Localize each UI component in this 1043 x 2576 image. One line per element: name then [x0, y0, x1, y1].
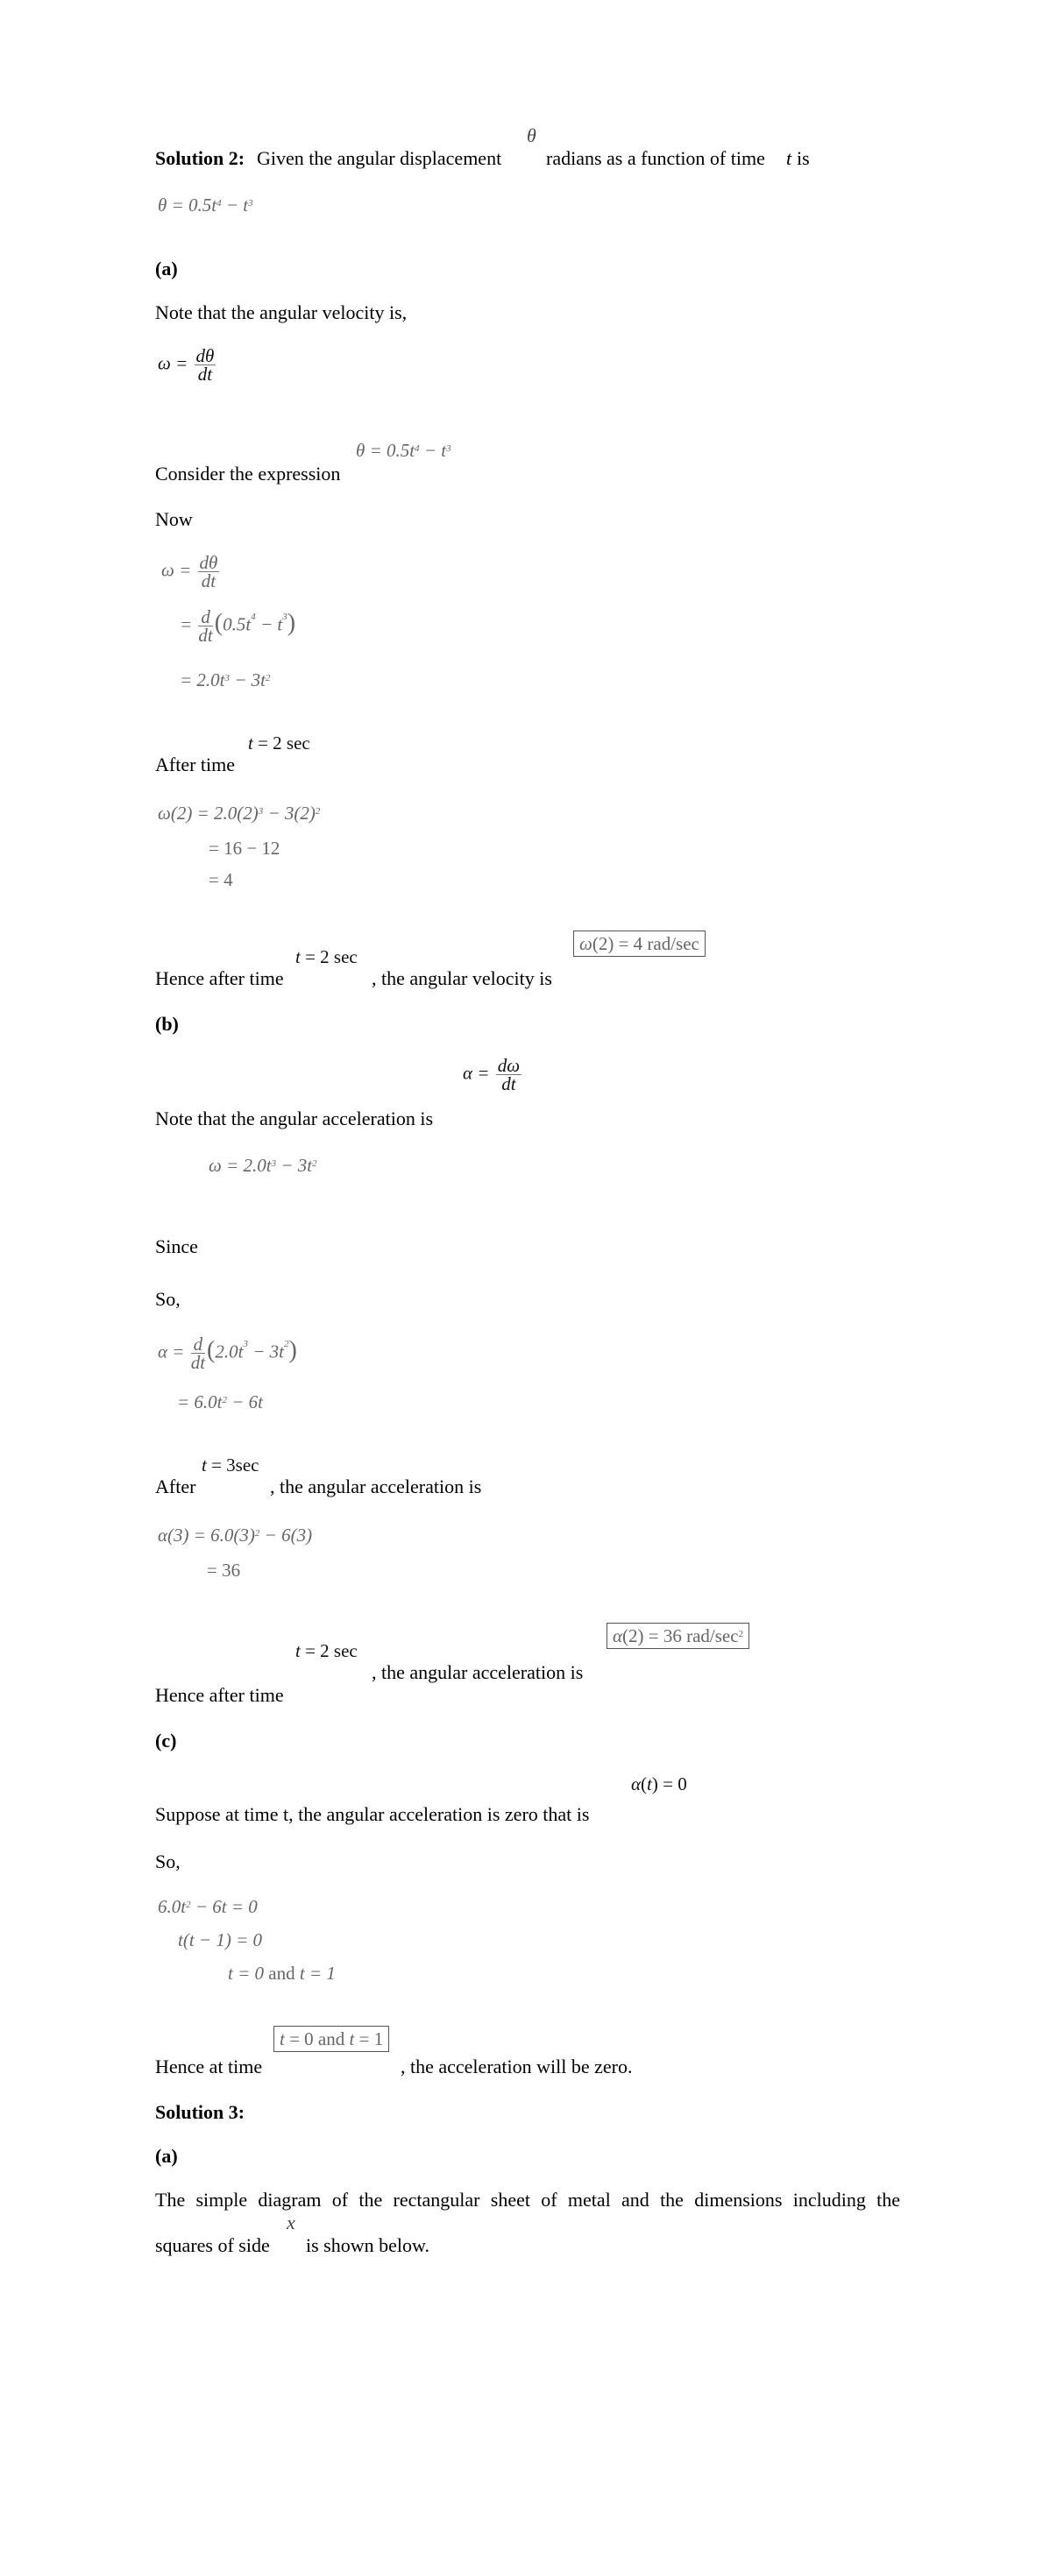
- part-c-label: (c): [155, 1730, 177, 1752]
- solution-3-part-a: (a): [155, 2145, 178, 2167]
- after-text-b: After: [155, 1476, 196, 1497]
- hence-accel-mid: , the angular acceleration is: [372, 1661, 584, 1683]
- solution-3-paragraph-after: is shown below.: [306, 2234, 429, 2256]
- since-text: Since: [155, 1235, 198, 1257]
- intro-t-symbol: t: [786, 147, 792, 169]
- intro-text-before: Given the angular displacement: [257, 147, 502, 169]
- so-text-c: So,: [155, 1851, 181, 1872]
- hence-accel-time: t = 2 sec: [295, 1640, 358, 1661]
- after-accel-text: , the angular acceleration is: [270, 1476, 482, 1497]
- intro-text-end: is: [797, 147, 810, 169]
- intro-text-after: radians as a function of time: [546, 147, 765, 169]
- alpha-zero-equation: α(t) = 0: [631, 1773, 687, 1794]
- hence-velocity-mid: , the angular velocity is: [372, 967, 552, 989]
- solution-3-label: Solution 3:: [155, 2101, 245, 2123]
- velocity-result-box: ω(2) = 4 rad/sec: [573, 931, 706, 957]
- alpha-definition: α = $\frac{d\omega}{dt}$: [463, 1055, 521, 1094]
- consider-text: Consider the expression: [155, 463, 341, 485]
- part-b-label: (b): [155, 1013, 179, 1035]
- accel-result-box: α(2) = 36 rad/$\sec^2$: [607, 1623, 749, 1649]
- alpha-eval-line2: = 36: [207, 1560, 241, 1581]
- theta-symbol: θ: [527, 124, 536, 146]
- x-symbol: x: [287, 2212, 295, 2233]
- hence-velocity-text: Hence after time: [155, 967, 284, 989]
- alpha-derivation-line2: = $6.0t^2 - 6t$: [177, 1391, 264, 1412]
- alpha-derivation-line1: α = $\frac{d}{dt}$ $(2.0t^3 - 3t^2)$: [158, 1334, 297, 1373]
- omega-eval-line3: = 4: [209, 869, 233, 890]
- zero-line2: t(t − 1) = 0: [178, 1929, 262, 1950]
- zero-result-box: t = 0 and t = 1: [273, 2026, 389, 2052]
- now-text: Now: [155, 508, 193, 530]
- theta-equation: $\theta = 0.5t^4 - t^3$: [158, 195, 253, 216]
- omega-definition: ω = $\frac{d\theta}{dt}$: [158, 345, 215, 385]
- velocity-note: Note that the angular velocity is,: [155, 301, 408, 323]
- omega-eval-line2: = 16 − 12: [209, 838, 280, 859]
- omega-derivation-line1: ω = $\frac{d\theta}{dt}$: [161, 552, 218, 591]
- after-time-text: After time: [155, 754, 236, 775]
- zero-line1: $6.0t^2 - 6t = 0$: [158, 1896, 258, 1917]
- after-time-value: t = 2 sec: [248, 732, 310, 754]
- hence-velocity-time: t = 2 sec: [295, 946, 358, 967]
- after-time-b: t = 3sec: [202, 1454, 259, 1476]
- omega-derivation-line3: = $2.0t^3 - 3t^2$: [180, 669, 271, 690]
- solution-3-paragraph-line1: The simple diagram of the rectangular sheet of metal and the dimensions including the: [155, 2189, 900, 2211]
- hence-zero-text: Hence at time: [155, 2056, 263, 2077]
- so-text-b: So,: [155, 1288, 181, 1310]
- solution-2-label: Solution 2:: [155, 147, 245, 169]
- solution-3-paragraph-before: squares of side: [155, 2234, 270, 2256]
- accel-note: Note that the angular acceleration is: [155, 1108, 434, 1129]
- omega-derivation-line2: = $\frac{d}{dt}$ $(0.5t^4 - t^3)$: [180, 606, 296, 646]
- omega-equation-b: $\omega = 2.0t^3 - 3t^2$: [209, 1155, 317, 1176]
- suppose-text: Suppose at time t, the angular acceleration is zero that is: [155, 1803, 590, 1825]
- hence-accel-text: Hence after time: [155, 1684, 284, 1706]
- omega-eval-line1: $\omega(2) = 2.0(2)^3 - 3(2)^2$: [158, 803, 321, 824]
- zero-line3: t = 0 and t = 1: [228, 1963, 336, 1984]
- consider-equation: $\theta = 0.5t^4 - t^3$: [356, 440, 451, 461]
- part-a-label: (a): [155, 258, 178, 280]
- alpha-eval-line1: $\alpha(3) = 6.0(3)^2 - 6(3)$: [158, 1525, 313, 1546]
- hence-zero-end: , the acceleration will be zero.: [401, 2056, 633, 2077]
